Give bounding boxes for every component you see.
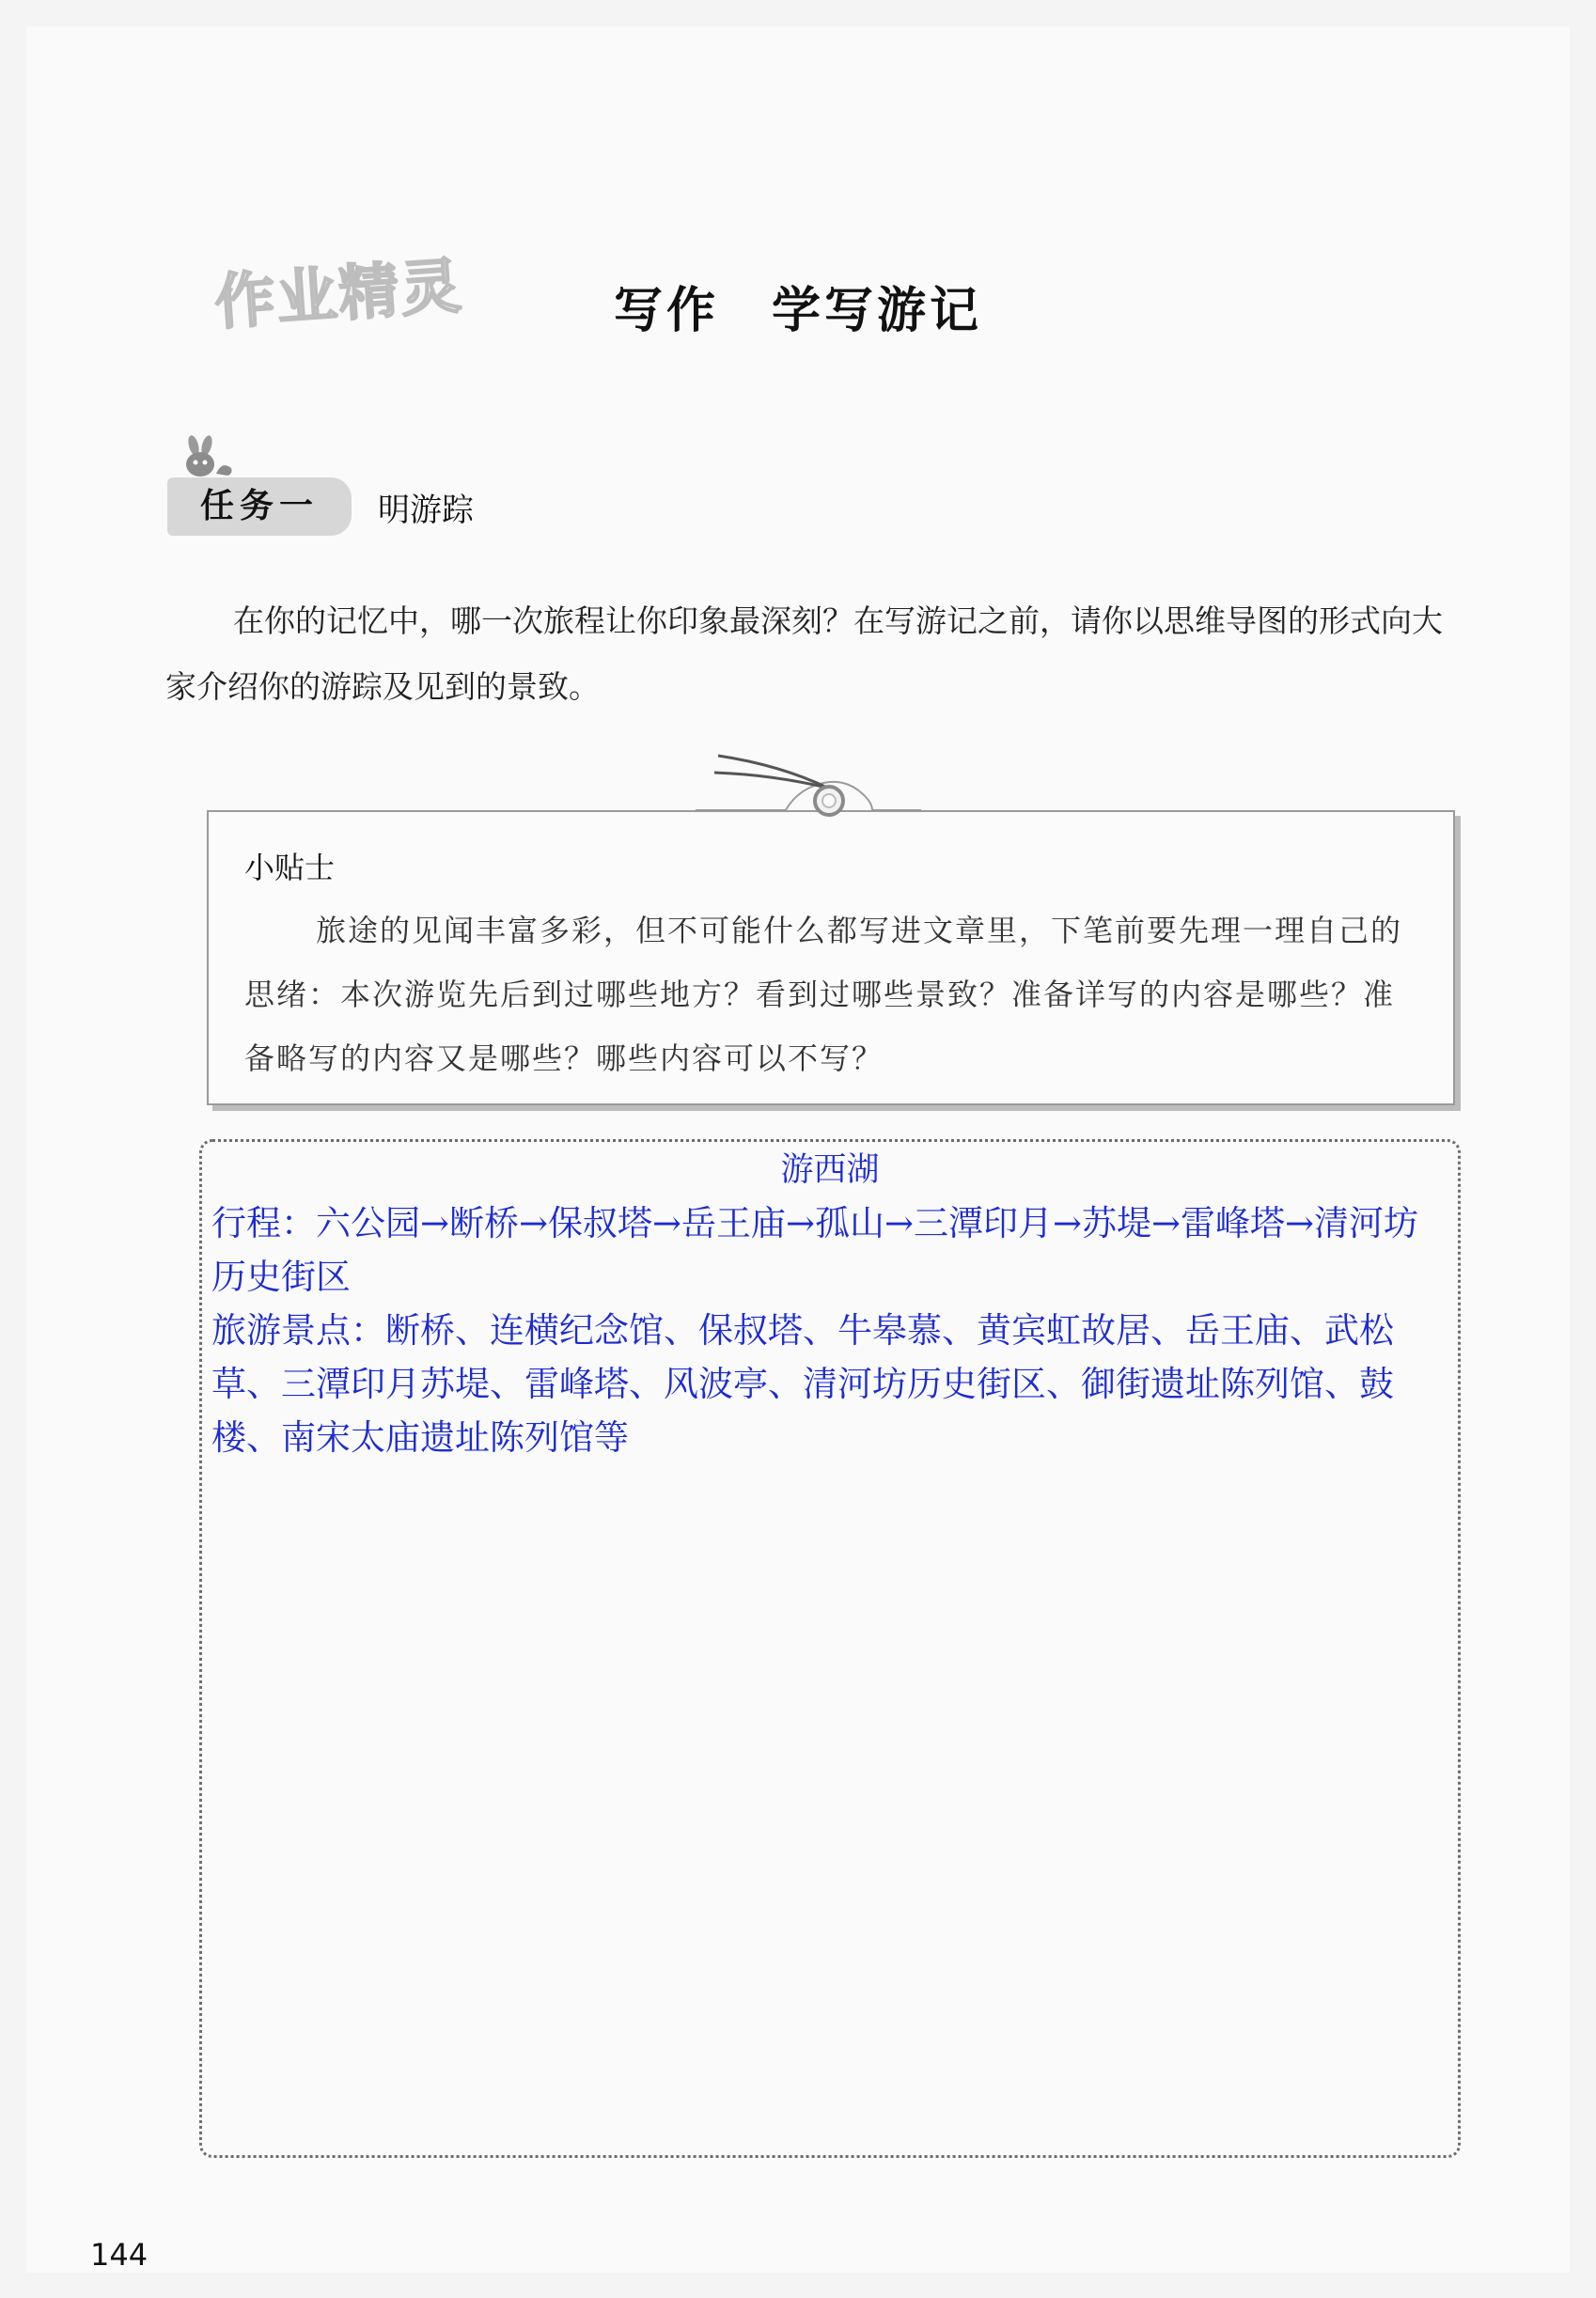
task-badge: 任务一 <box>167 477 352 536</box>
answer-box <box>199 1139 1461 2158</box>
watermark: 作业精灵 <box>212 251 465 339</box>
answer-body <box>211 1196 1452 1464</box>
answer-itinerary: 行程：六公园→断桥→保叔塔→岳王庙→孤山→三潭印月→苏堤→雷峰塔→清河坊历史街区 <box>211 1203 1419 1297</box>
page-number: 144 <box>90 2237 149 2273</box>
tips-body <box>244 899 1419 1090</box>
tips-box <box>207 810 1455 1105</box>
intro-text: 在你的记忆中，哪一次旅程让你印象最深刻？在写游记之前，请你以思维导图的形式向大家介绍你的游踪及见到的景致。 <box>165 602 1443 705</box>
answer-spots: 旅游景点：断桥、连横纪念馆、保叔塔、牛皋慕、黄宾虹故居、岳王庙、武松草、三潭印月苏堤、雷峰塔、风波亭、清河坊历史街区、御街遗址陈列馆、鼓楼、南宋太庙遗址陈列馆等 <box>211 1310 1394 1458</box>
rabbit-mascot-icon <box>175 432 237 479</box>
tips-title: 小贴士 <box>244 850 336 885</box>
answer-title: 游西湖 <box>780 1151 880 1189</box>
page-title: 写作 学写游记 <box>613 283 982 339</box>
task-name: 明游踪 <box>378 492 474 529</box>
intro-paragraph <box>165 588 1463 720</box>
tips-text: 旅途的见闻丰富多彩，但不可能什么都写进文章里，下笔前要先理一理自己的思绪：本次游览先后到过哪些地方？看到过哪些景致？准备详写的内容是哪些？准备略写的内容又是哪些？哪些内容可以不写？ <box>244 913 1403 1076</box>
hanging-tag-icon <box>696 739 921 842</box>
